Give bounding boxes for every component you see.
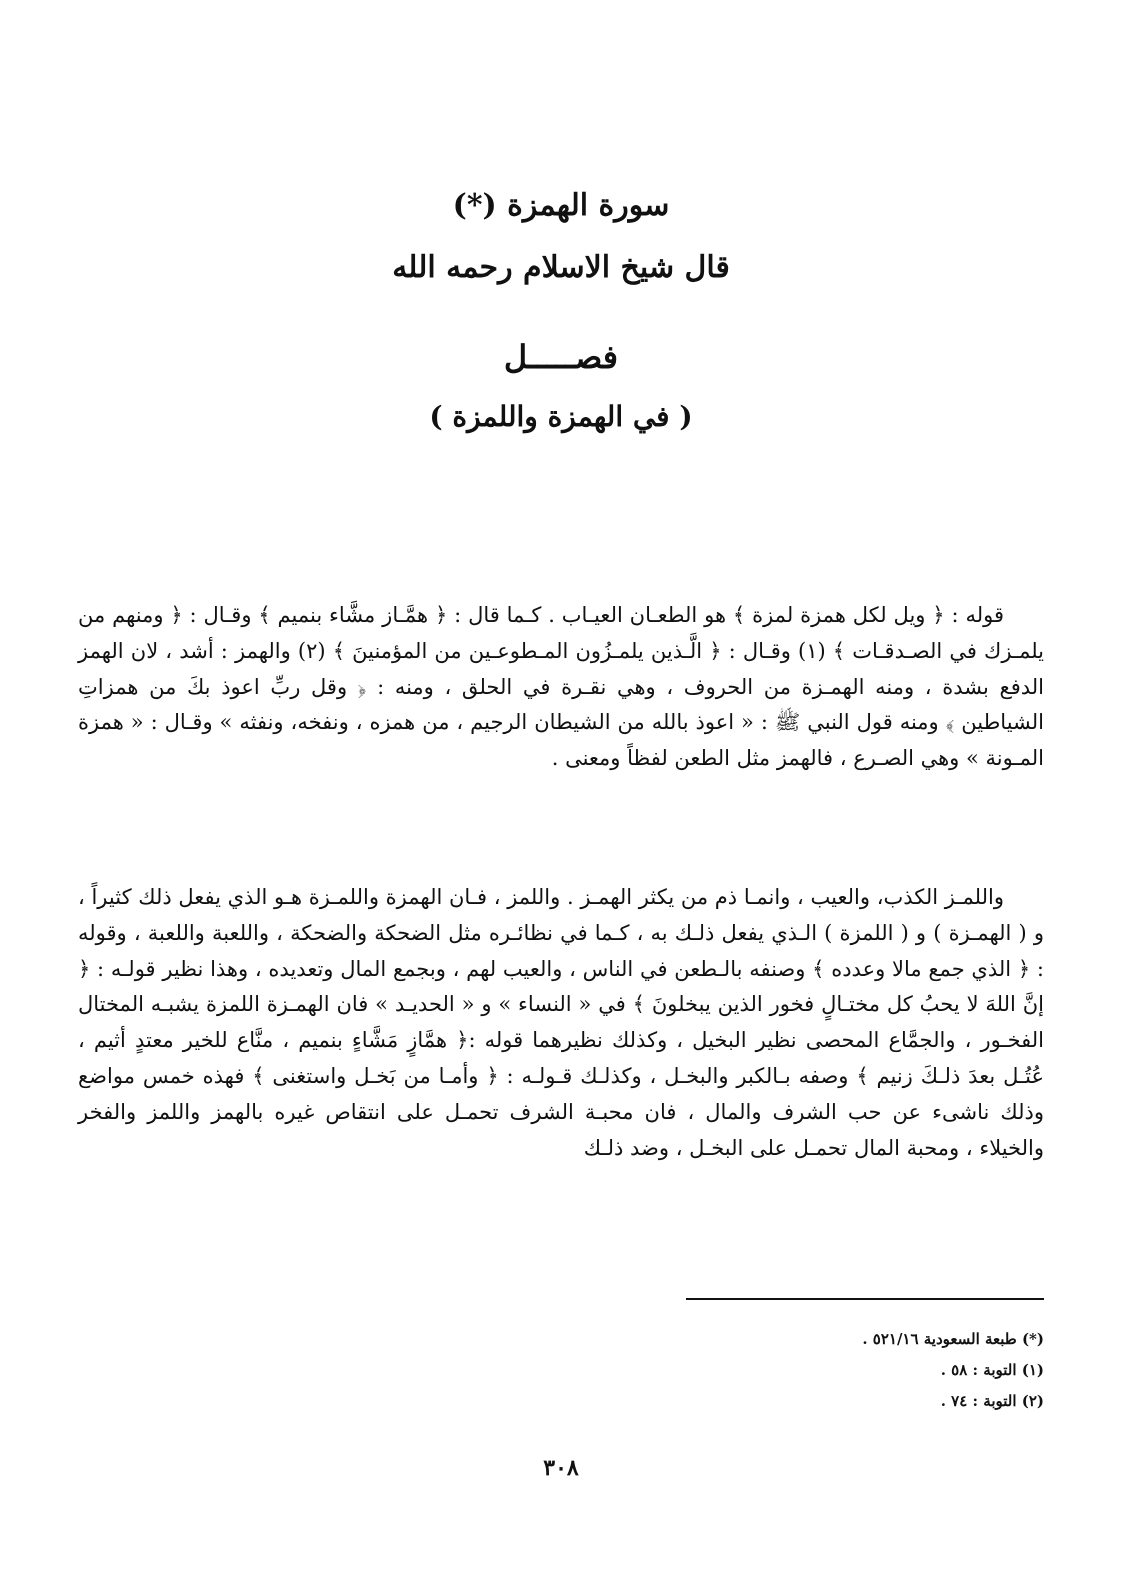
page-number: ٣٠٨ — [543, 1455, 579, 1481]
body-paragraph-1-block — [78, 598, 1044, 777]
footnotes — [444, 1324, 1044, 1417]
footnote-2: (٢) التوبة : ٧٤ . — [940, 1392, 1044, 1410]
body-paragraph-2-block — [78, 880, 1044, 1166]
section-heading: فصـــــل — [503, 338, 619, 376]
body-paragraph: واللمـز الكذب، والعيب ، وانمـا ذم من يكثر الهمـز . واللمز ، فـان الهمزة واللمـزة هـو الذي يفعل ذلك كثيراً ، و ( الهمـزة ) و ( اللمزة ) الـذي يفعل ذلـك به ، كـما في نظائـره مثل الضحكة والضحكة ، واللعبة واللعبة ، وقوله : ﴿ الذي جمع مالا وعدده ﴾ وصنفه بالـطعن في الناس ، والعيب لهم ، وبجمع المال وتعديده ، وهذا نظير قولـه : ﴿ إنَّ اللهَ لا يحبُ كل مختـالٍ فخور الذين يبخلونَ ﴾ في « النساء » و « الحديـد » فان الهمـزة اللمزة يشبـه المختال الفخـور ، والجمَّاع المحصى نظير البخيل ، وكذلك نظيرهما قوله :﴿ همَّازٍ مَشَّاءٍ بنميم ، منَّاع للخير معتدٍ أثيم ، عُتُـل بعدَ ذلـكَ زنيم ﴾ وصفه بـالكبر والبخـل ، وكذلـك قـولـه : ﴿ وأمـا من بَخـل واستغنى ﴾ فهذه خمس مواضع وذلك ناشىء عن حب الشرف والمال ، فان محبـة الشرف تحمـل على انتقاص غيره بالهمز واللمز والفخر والخيلاء ، ومحبة المال تحمـل على البخـل ، وضد ذلـك — [78, 885, 1044, 1160]
body-paragraph: قوله : ﴿ ويل لكل همزة لمزة ﴾ هو الطعـان العيـاب . كـما قال : ﴿ همَّـاز مشَّاء بنميم ﴾ وقـال : ﴿ ومنهم من يلمـزك في الصـدقـات ﴾ (١) وقـال : ﴿ الَّـذين يلمـزُون المـطوعـين من المؤمنينَ ﴾ (٢) والهمز : أشد ، لان الهمز الدفع بشدة ، ومنه الهمـزة من الحروف ، وهي نقـرة في الحلق ، ومنه : ﴿ وقل ربِّ اعوذ بكَ من همزاتِ الشياطين ﴾ ومنه قول النبي ﷺ : « اعوذ بالله من الشيطان الرجيم ، من همزه ، ونفخه، ونفثه » وقـال : « همزة المـونة » وهي الصـرع ، فالهمز مثل الطعن لفظاً ومعنى . — [78, 603, 1045, 771]
footnote-divider — [686, 1298, 1044, 1300]
section-topic: ( في الهمزة واللمزة ) — [429, 400, 693, 433]
footnote-star: (*) طبعة السعودية ٥٢١/١٦ . — [862, 1330, 1044, 1348]
surah-title: سورة الهمزة (*) — [452, 188, 670, 223]
speaker-line: قال شيخ الاسلام رحمه الله — [392, 250, 730, 285]
footnote-1: (١) التوبة : ٥٨ . — [940, 1361, 1044, 1379]
